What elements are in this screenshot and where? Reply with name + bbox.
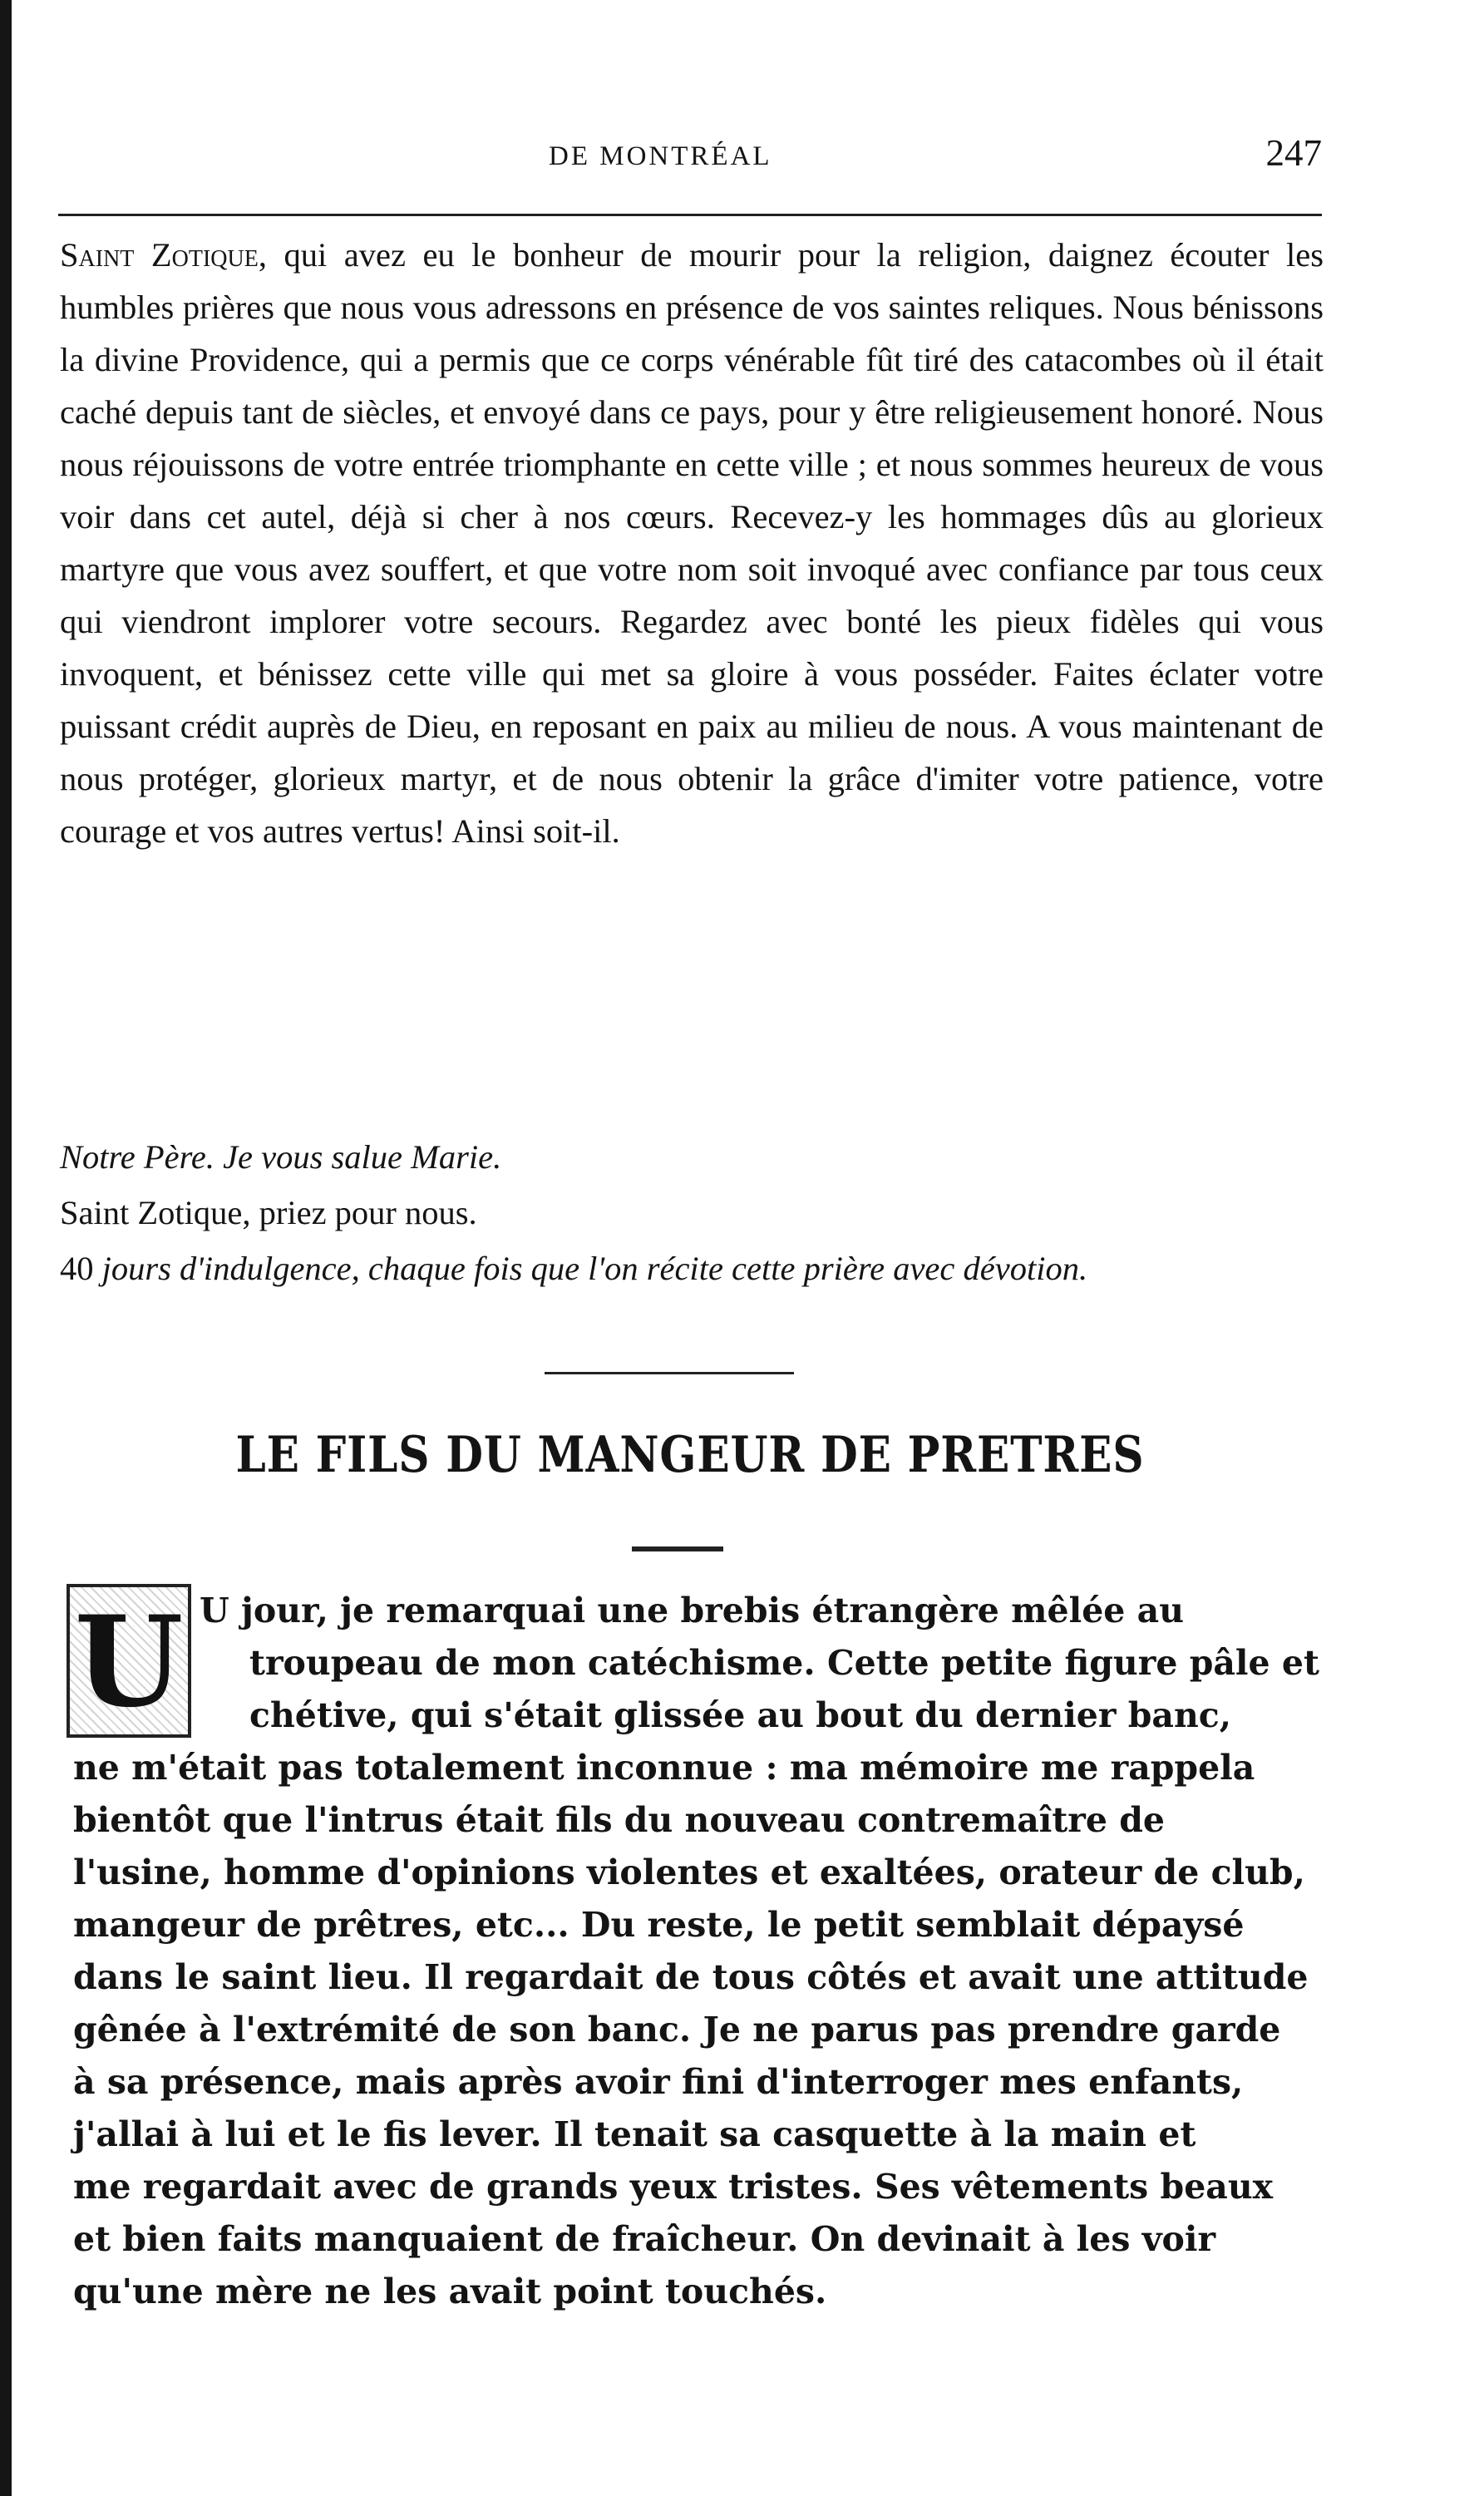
page-number: 247 bbox=[1265, 132, 1322, 174]
body-line: j'allai à lui et le fis lever. Il tenait sa casquette à la main et bbox=[73, 2114, 1196, 2154]
body-line: gênée à l'extrémité de son banc. Je ne parus pas prendre garde bbox=[73, 2010, 1281, 2050]
indulgence-number: 40 bbox=[60, 1250, 94, 1287]
indulgence-note bbox=[60, 1243, 1324, 1295]
invocation-line: Saint Zotique, priez pour nous. bbox=[60, 1194, 477, 1231]
prayer-text: qui avez eu le bonheur de mourir pour la religion, daignez écouter les humbles prières que nous vous adressons en présence de vos saintes reliques. Nous bénissons la divine Providence, qui a permis que ce corps vénérable fût tiré des catacombes où il était caché depuis tant de siècles, et envoyé dans ce pays, pour y être religieusement honoré. Nous nous réjouissons de votre entrée triomphante en cette ville ; et nous sommes heureux de vous voir dans cet autel, déjà si cher à nos cœurs. Recevez-y les hommages dûs au glorieux martyre que vous avez souffert, et que votre nom soit invoqué avec confiance par tous ceux qui viendront implorer votre secours. Regardez avec bonté les pieux fidèles qui vous invoquent, et bénissez cette ville qui met sa gloire à vous posséder. Faites éclater votre puissant crédit auprès de Dieu, en reposant en paix au milieu de nous. A vous maintenant de nous protéger, glorieux martyr, et de nous obtenir la grâce d'imiter votre patience, votre courage et vos autres vertus! Ainsi soit-il. bbox=[60, 236, 1324, 850]
title-ornament-rule bbox=[632, 1546, 723, 1551]
body-line: me regardait avec de grands yeux tristes. Ses vêtements beaux bbox=[73, 2167, 1274, 2207]
body-line: chétive, qui s'était glissée au bout du dernier banc, bbox=[249, 1695, 1232, 1735]
indulgence-text: jours d'indulgence, chaque fois que l'on récite cette prière avec dévotion. bbox=[101, 1250, 1088, 1287]
body-line: qu'une mère ne les avait point touchés. bbox=[73, 2272, 827, 2311]
body-line: et bien faits manquaient de fraîcheur. On devinait à les voir bbox=[73, 2219, 1216, 2259]
section-separator bbox=[545, 1372, 794, 1374]
page-header bbox=[58, 125, 1322, 191]
body-line: dans le saint lieu. Il regardait de tous côtés et avait une attitude bbox=[73, 1957, 1309, 1997]
page-edge-shadow bbox=[0, 0, 12, 2496]
drop-cap-letter: U bbox=[74, 1589, 184, 1735]
body-line: ne m'était pas totalement inconnue : ma mémoire me rappela bbox=[73, 1748, 1255, 1788]
body-line: mangeur de prêtres, etc... Du reste, le petit semblait dépaysé bbox=[73, 1905, 1245, 1945]
running-head: DE MONTRÉAL bbox=[549, 141, 772, 171]
body-line: l'usine, homme d'opinions violentes et exaltées, orateur de club, bbox=[73, 1852, 1305, 1892]
body-line: à sa présence, mais après avoir fini d'interroger mes enfants, bbox=[73, 2062, 1244, 2102]
prayer-lead-name: Saint Zotique, bbox=[60, 236, 267, 274]
chapter-title: LE FILS DU MANGEUR DE PRETRES bbox=[235, 1426, 1145, 1484]
prayer-paragraph bbox=[60, 229, 1324, 857]
our-father-line: Notre Père. Je vous salue Marie. bbox=[60, 1138, 502, 1176]
body-line: U jour, je remarquai une brebis étrangère mêlée au bbox=[200, 1591, 1185, 1630]
drop-cap-ornament bbox=[67, 1584, 191, 1738]
body-line: bientôt que l'intrus était fils du nouveau contremaître de bbox=[73, 1800, 1166, 1840]
header-rule bbox=[58, 214, 1322, 216]
body-line: troupeau de mon catéchisme. Cette petite figure pâle et bbox=[249, 1643, 1319, 1683]
